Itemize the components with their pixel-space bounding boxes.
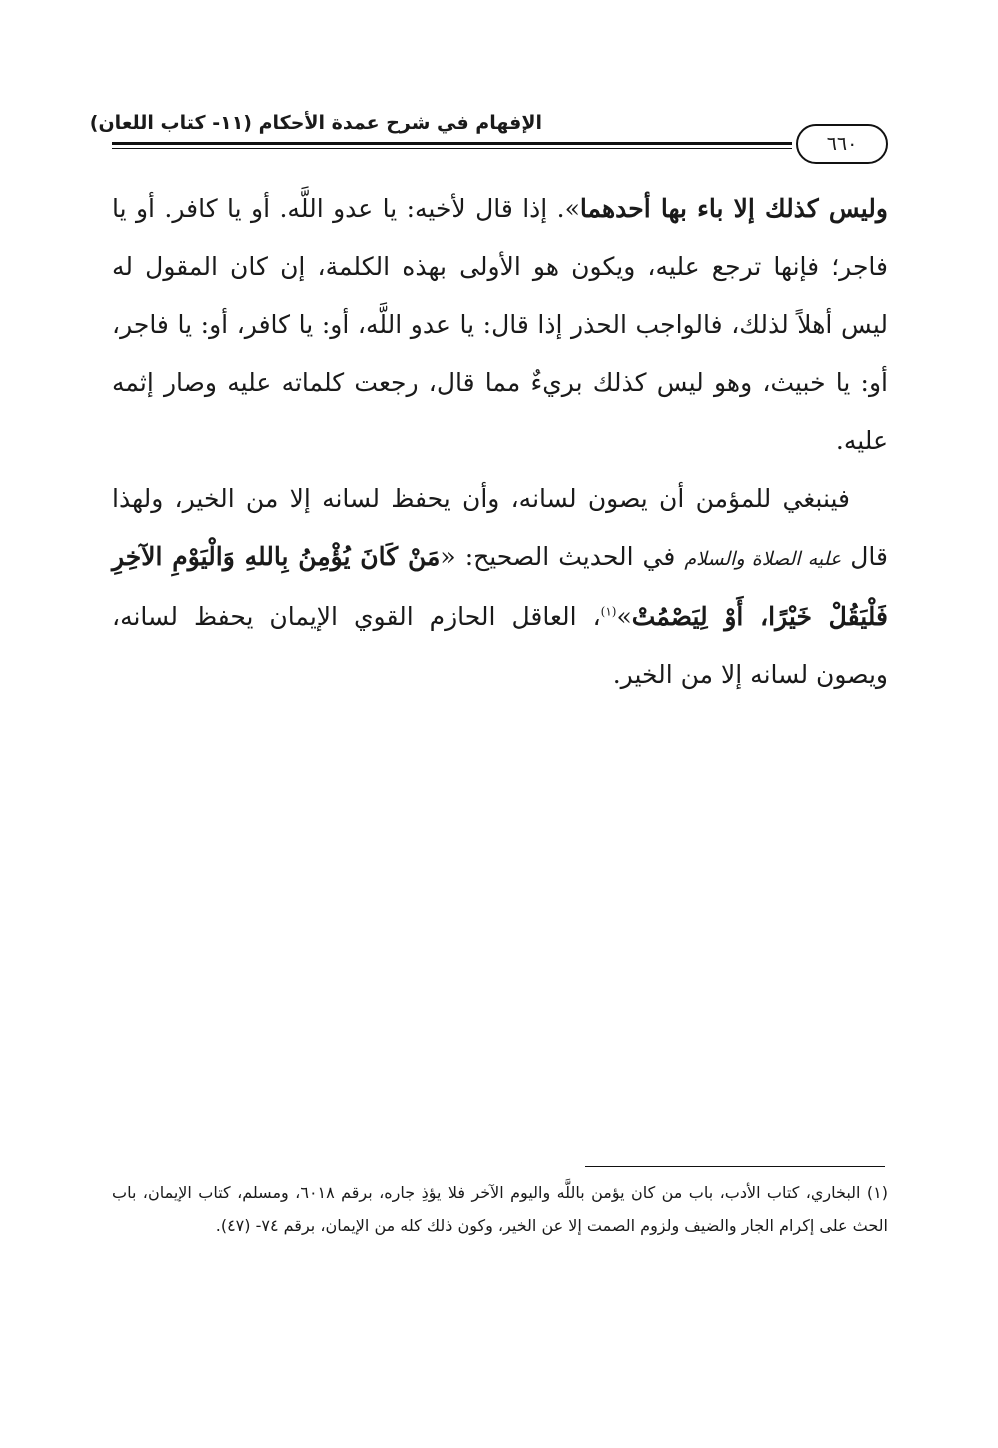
footnote-separator	[585, 1166, 885, 1167]
hadith-quote: مَنْ كَانَ يُؤْمِنُ بِاللهِ وَالْيَوْمِ الآخِرِ فَلْيَقُلْ خَيْرًا، أَوْ لِيَصْمُتْ	[112, 542, 888, 631]
hadith-ending-bold: وليس كذلك إلا باء بها أحدهما	[579, 194, 888, 223]
footnotes	[112, 1176, 888, 1242]
salutation: عليه الصلاة والسلام	[684, 548, 842, 570]
header-rule-thin	[112, 148, 792, 149]
paragraph-2-start: فينبغي للمؤمن أن يصون لسانه، وأن يحفظ لسانه إلا من الخير، ولهذا قال	[112, 484, 888, 571]
quote-close: »	[616, 602, 632, 631]
running-title: الإفهام في شرح عمدة الأحكام (١١- كتاب اللعان)	[89, 112, 542, 134]
main-text	[112, 180, 888, 704]
header-rule	[112, 142, 792, 145]
paragraph-1-text: ». إذا قال لأخيه: يا عدو اللَّه. أو يا كافر. أو يا فاجر؛ فإنها ترجع عليه، ويكون هو الأولى بهذه الكلمة، إن كان المقول له ليس أهلاً لذلك، فالواجب الحذر إذا قال: يا عدو اللَّه، أو: يا كافر، أو: يا فاجر، أو: يا خبيث، وهو ليس كذلك بريءٌ مما قال، رجعت كلماته عليه وصار إثمه عليه.	[112, 194, 888, 455]
page-header	[89, 106, 888, 176]
footnote-ref[interactable]: (١)	[600, 604, 617, 619]
paragraph-2	[112, 470, 888, 704]
paragraph-2-end: ، العاقل الحازم القوي الإيمان يحفظ لسانه، ويصون لسانه إلا من الخير.	[112, 602, 888, 689]
page-number: ٦٦٠	[796, 124, 888, 164]
paragraph-2-mid: في الحديث الصحيح: «	[440, 542, 685, 571]
footnote-1: (١) البخاري، كتاب الأدب، باب من كان يؤمن باللَّه واليوم الآخر فلا يؤذِ جاره، برقم ٦٠١٨، ومسلم، كتاب الإيمان، باب الحث على إكرام الجار والضيف ولزوم الصمت إلا عن الخير، وكون ذلك كله من الإيمان، برقم ٧٤- (٤٧).	[112, 1183, 888, 1235]
paragraph-1	[112, 180, 888, 470]
